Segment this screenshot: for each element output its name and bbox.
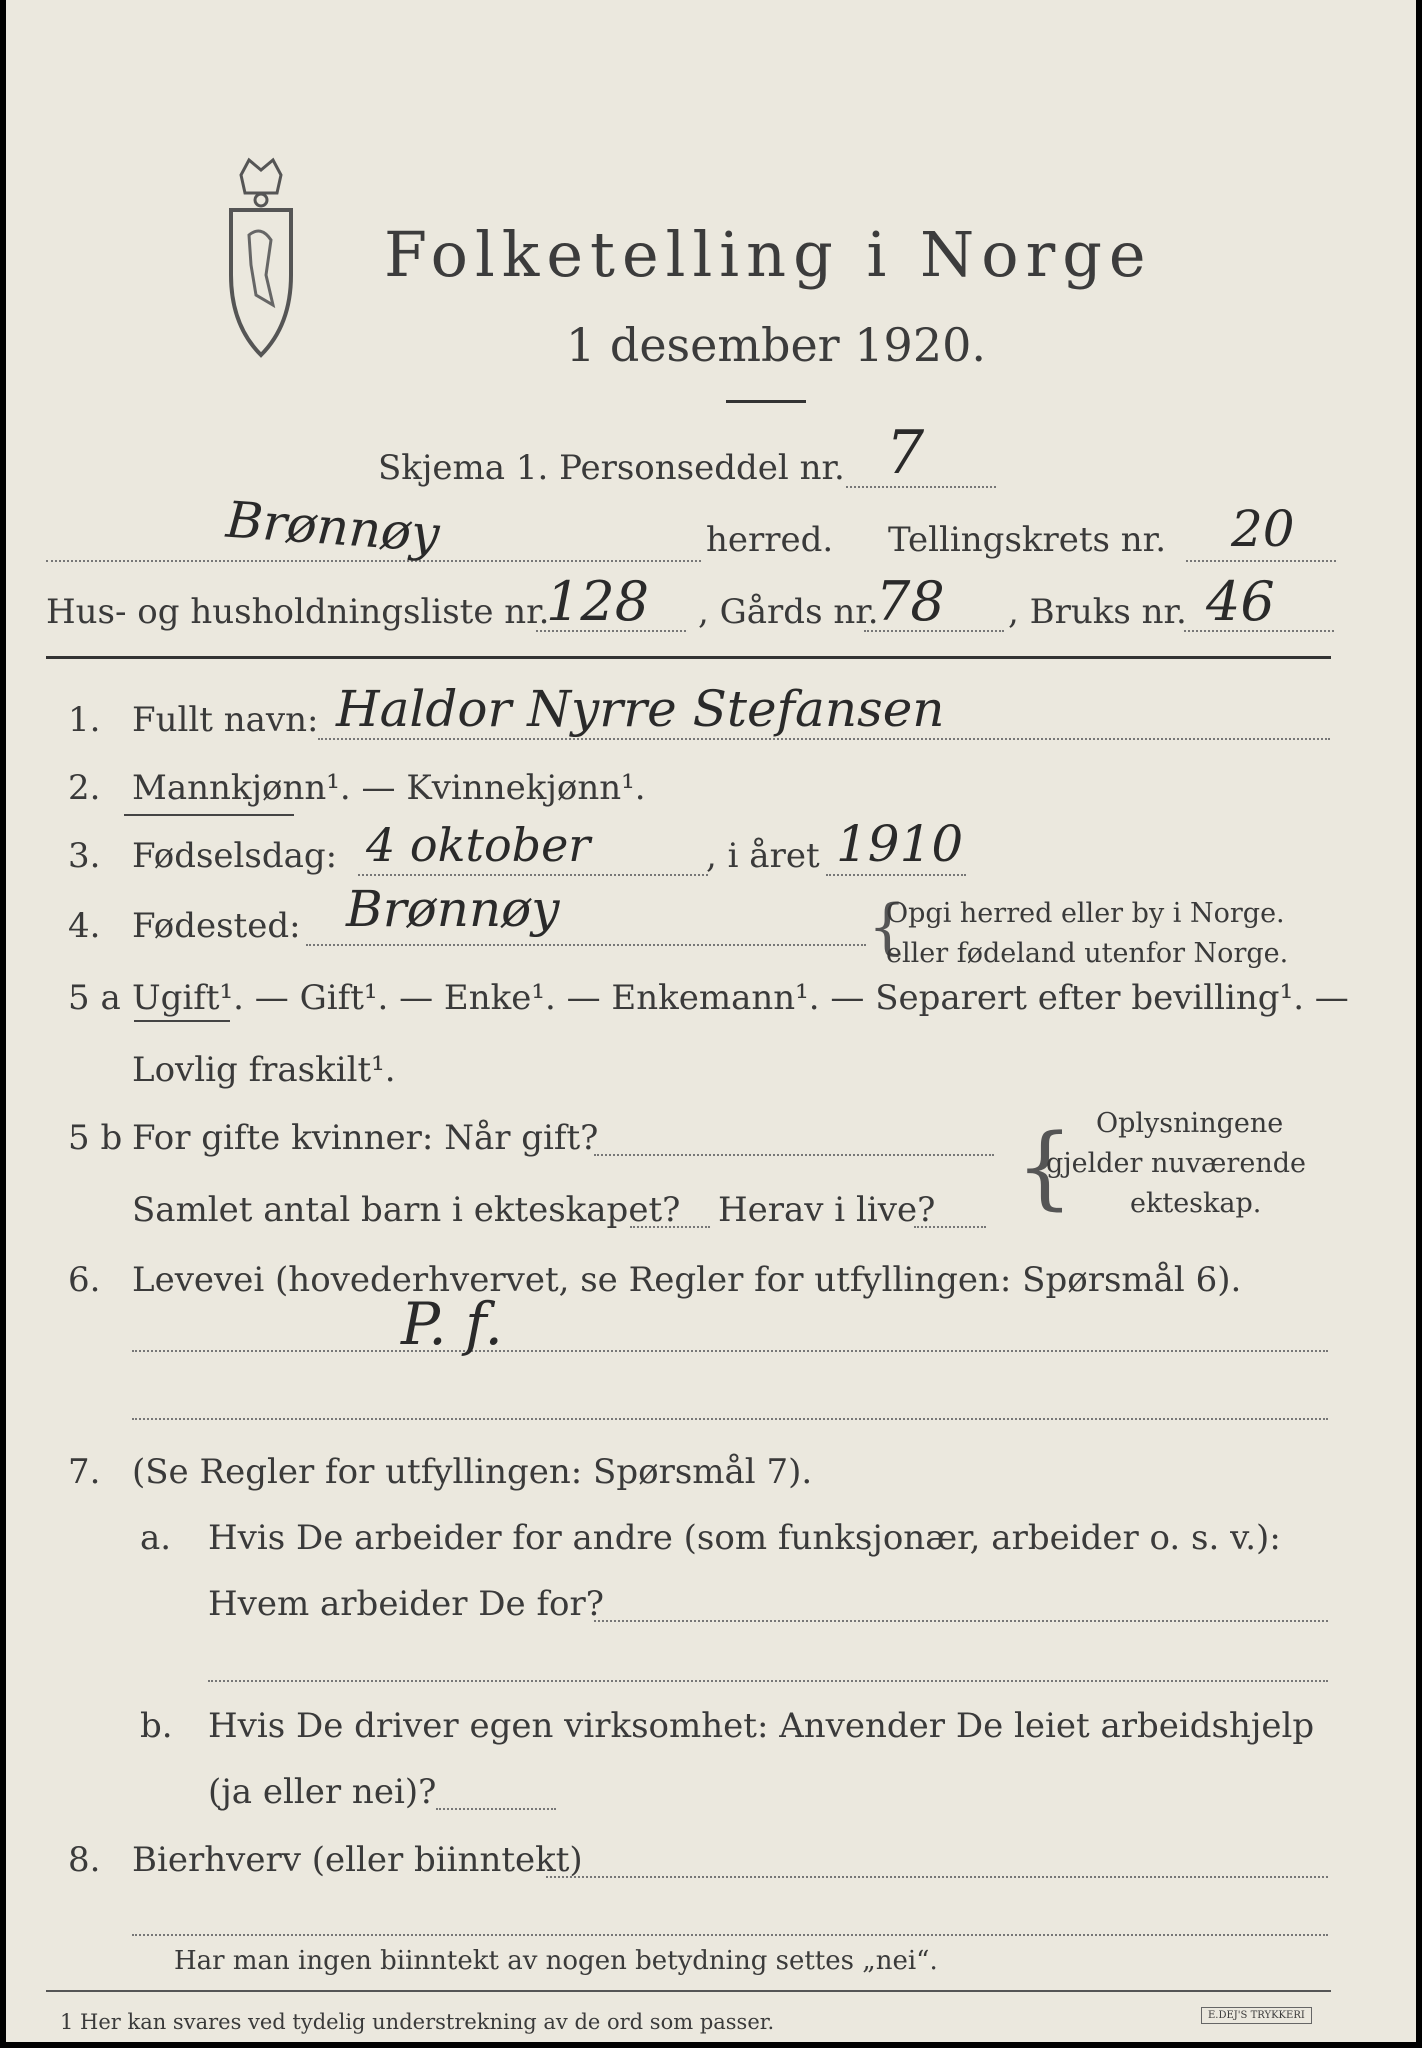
q4-note2: eller fødeland utenfor Norge. (886, 938, 1289, 969)
tellingskrets-field[interactable] (1186, 560, 1336, 562)
q3-label: Fødselsdag: (132, 836, 338, 876)
occupation-value: P. f. (401, 1290, 503, 1358)
gards-label: , Gårds nr. (698, 592, 879, 632)
hus-value: 128 (546, 570, 650, 633)
printer-stamp: E.DEJ'S TRYKKERI (1201, 2007, 1312, 2024)
occupation-field-1[interactable] (132, 1350, 1328, 1352)
q7b-letter: b. (140, 1706, 173, 1746)
header-rule (46, 656, 1331, 659)
bruks-value: 46 (1206, 570, 1275, 633)
herred-value: Brønnøy (224, 490, 442, 564)
q8-label: Bierhverv (eller biinntekt) (132, 1840, 583, 1880)
q7a-label2: Hvem arbeider De for? (208, 1584, 604, 1624)
q5a-number: 5 a (68, 978, 121, 1018)
birth-year-field[interactable] (826, 874, 966, 876)
hired-help-field[interactable] (436, 1808, 556, 1810)
q4-brace: { (868, 892, 907, 962)
q7b-label: Hvis De driver egen virksomhet: Anvender De leiet arbeidshjelp (208, 1706, 1315, 1746)
skjema-label: Skjema 1. Personseddel nr. (378, 448, 845, 488)
tellingskrets-label: Tellingskrets nr. (888, 520, 1167, 560)
q3-number: 3. (68, 836, 101, 876)
q5b-label2: Samlet antal barn i ekteskapet? (132, 1190, 681, 1230)
q7-number: 7. (68, 1452, 101, 1492)
form-title: Folketelling i Norge (384, 218, 1153, 291)
children-alive-field[interactable] (914, 1226, 986, 1228)
herred-field[interactable] (46, 560, 701, 562)
q4-note1: Opgi herred eller by i Norge. (886, 898, 1285, 929)
q4-number: 4. (68, 906, 101, 946)
footer-rule (46, 1990, 1331, 1992)
q5a-underline (134, 1020, 230, 1022)
q3-year-label: , i året (706, 836, 820, 876)
side-income-field-1[interactable] (546, 1876, 1328, 1878)
q5b-label: For gifte kvinner: Når gift? (132, 1118, 599, 1158)
footnote: 1 Her kan svares ved tydelig understrekning av de ord som passer. (60, 2010, 775, 2034)
tellingskrets-value: 20 (1231, 500, 1295, 558)
birthplace-value: Brønnøy (346, 880, 560, 938)
title-divider (726, 400, 806, 403)
q5b-number: 5 b (68, 1118, 123, 1158)
employer-field-2[interactable] (208, 1680, 1328, 1682)
full-name-field[interactable] (318, 738, 1330, 740)
married-date-field[interactable] (594, 1154, 994, 1156)
side-income-field-2[interactable] (132, 1934, 1328, 1936)
personseddel-value: 7 (886, 418, 925, 488)
q7b-label2: (ja eller nei)? (208, 1772, 437, 1812)
hus-label: Hus- og husholdningsliste nr. (46, 592, 550, 632)
herred-label: herred. (706, 520, 834, 560)
q6-number: 6. (68, 1260, 101, 1300)
q6-label: Levevei (hovederhvervet, se Regler for utfyllingen: Spørsmål 6). (132, 1260, 1242, 1300)
q5b-note1: Oplysningene (1096, 1108, 1284, 1139)
q1-label: Fullt navn: (132, 700, 319, 740)
birthplace-field[interactable] (306, 944, 866, 946)
q7a-letter: a. (140, 1518, 172, 1558)
q7-label: (Se Regler for utfyllingen: Spørsmål 7). (132, 1452, 813, 1492)
children-count-field[interactable] (630, 1226, 710, 1228)
q1-number: 1. (68, 700, 101, 740)
footer-note: Har man ingen biinntekt av nogen betydning settes „nei“. (174, 1946, 938, 1976)
birthday-value: 4 oktober (366, 818, 591, 872)
occupation-field-2[interactable] (132, 1418, 1328, 1420)
q5b-label3: Herav i live? (718, 1190, 936, 1230)
q5a-label2: Lovlig fraskilt¹. (132, 1050, 396, 1090)
q2-number: 2. (68, 768, 101, 808)
birthday-field[interactable] (358, 874, 708, 876)
q7a-label: Hvis De arbeider for andre (som funksjonær, arbeider o. s. v.): (208, 1518, 1281, 1558)
employer-field-1[interactable] (594, 1620, 1328, 1622)
coat-of-arms-icon (211, 155, 311, 365)
q8-number: 8. (68, 1840, 101, 1880)
q5b-note2: gjelder nuværende (1046, 1148, 1306, 1179)
gards-value: 78 (876, 570, 945, 633)
birth-year-value: 1910 (836, 815, 964, 873)
form-date: 1 desember 1920. (566, 318, 986, 372)
q5a-label: Ugift¹. — Gift¹. — Enke¹. — Enkemann¹. — Separert efter bevilling¹. — (132, 978, 1349, 1018)
census-form (6, 0, 1416, 2042)
q2-label: Mannkjønn¹. — Kvinnekjønn¹. (132, 768, 646, 808)
bruks-label: , Bruks nr. (1008, 592, 1187, 632)
q5b-brace: { (1016, 1115, 1074, 1220)
full-name-value: Haldor Nyrre Stefansen (336, 680, 945, 738)
q2-underline (124, 814, 294, 816)
q5b-note3: ekteskap. (1130, 1188, 1262, 1219)
q4-label: Fødested: (132, 906, 301, 946)
